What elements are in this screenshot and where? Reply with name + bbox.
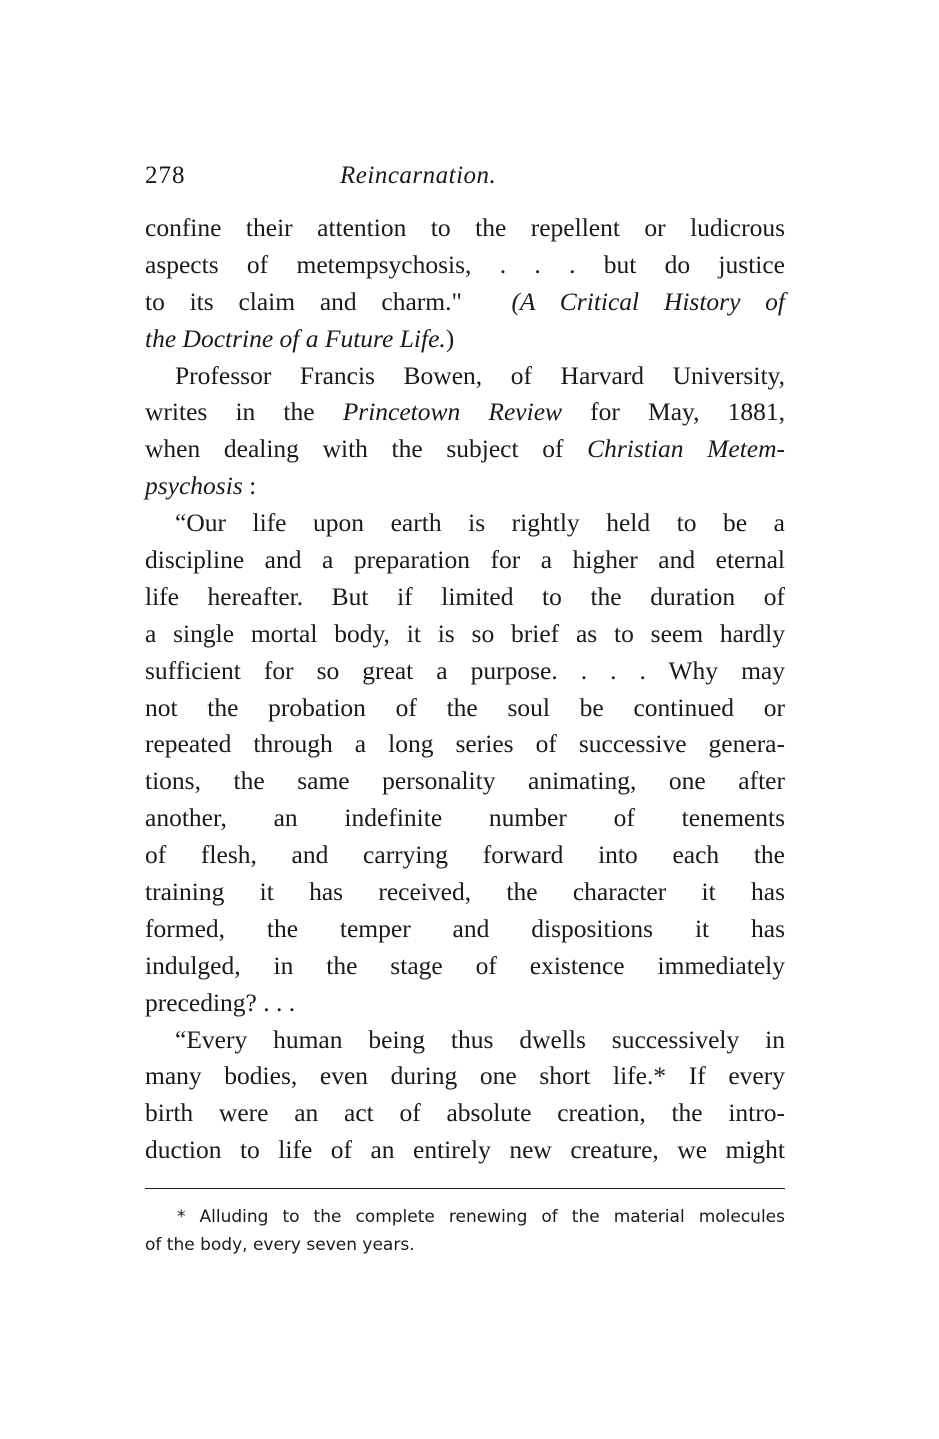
text-line: duction to life of an entirely new creature, we might — [145, 1135, 785, 1165]
text-line: preceding? . . . — [145, 987, 296, 1017]
text-run: : — [242, 471, 257, 501]
text-line: repeated through a long series of successive genera- — [145, 729, 785, 759]
text-line: Professor Francis Bowen, of Harvard University, — [175, 360, 785, 390]
footnote — [145, 1203, 785, 1259]
text-line: birth were an act of absolute creation, the intro- — [145, 1098, 785, 1128]
text-run: when dealing with the subject of — [145, 434, 588, 464]
text-line: sufficient for so great a purpose. . . . Why may — [145, 655, 785, 685]
text-line: a single mortal body, it is so brief as to seem hardly — [145, 618, 785, 648]
text-line: “Our life upon earth is rightly held to be a — [175, 508, 785, 538]
text-line: discipline and a preparation for a higher and eternal — [145, 545, 785, 575]
footnote-line: * Alluding to the complete renewing of the material molecules — [177, 1207, 785, 1227]
body-text — [145, 210, 785, 1169]
italic-text: Christian Metem- — [587, 434, 785, 464]
running-title: Reincarnation. — [340, 162, 497, 189]
text-line — [145, 284, 785, 321]
text-line: of flesh, and carrying forward into each the — [145, 840, 785, 870]
text-run: ) — [445, 323, 455, 353]
text-line: many bodies, even during one short life.* If every — [145, 1061, 785, 1091]
text-line: life hereafter. But if limited to the duration of — [145, 581, 785, 611]
italic-text: Princetown Review — [342, 397, 563, 427]
text-line — [145, 394, 785, 431]
text-run: to its claim and charm." — [145, 286, 512, 316]
text-line: formed, the temper and dispositions it has — [145, 913, 785, 943]
text-run: writes in the — [145, 397, 343, 427]
text-line: aspects of metempsychosis, . . . but do justice — [145, 249, 785, 279]
italic-text: psychosis — [145, 471, 243, 501]
text-line: tions, the same personality animating, one after — [145, 766, 785, 796]
text-line — [145, 468, 785, 505]
italic-text: (A Critical History of — [511, 286, 785, 316]
text-line: indulged, in the stage of existence immediately — [145, 950, 785, 980]
footnote-line: of the body, every seven years. — [145, 1235, 415, 1255]
text-run: for May, 1881, — [562, 397, 785, 427]
text-line — [145, 431, 785, 468]
text-line: training it has received, the character it has — [145, 877, 785, 907]
running-head — [145, 158, 785, 194]
text-line — [145, 321, 785, 358]
text-line: another, an indefinite number of tenements — [145, 803, 785, 833]
italic-text: the Doctrine of a Future Life. — [145, 323, 446, 353]
text-line: not the probation of the soul be continued or — [145, 692, 785, 722]
text-line: confine their attention to the repellent or ludicrous — [145, 213, 785, 242]
footnote-divider — [145, 1188, 785, 1189]
text-line: “Every human being thus dwells successively in — [175, 1024, 785, 1054]
page-number: 278 — [145, 162, 186, 189]
